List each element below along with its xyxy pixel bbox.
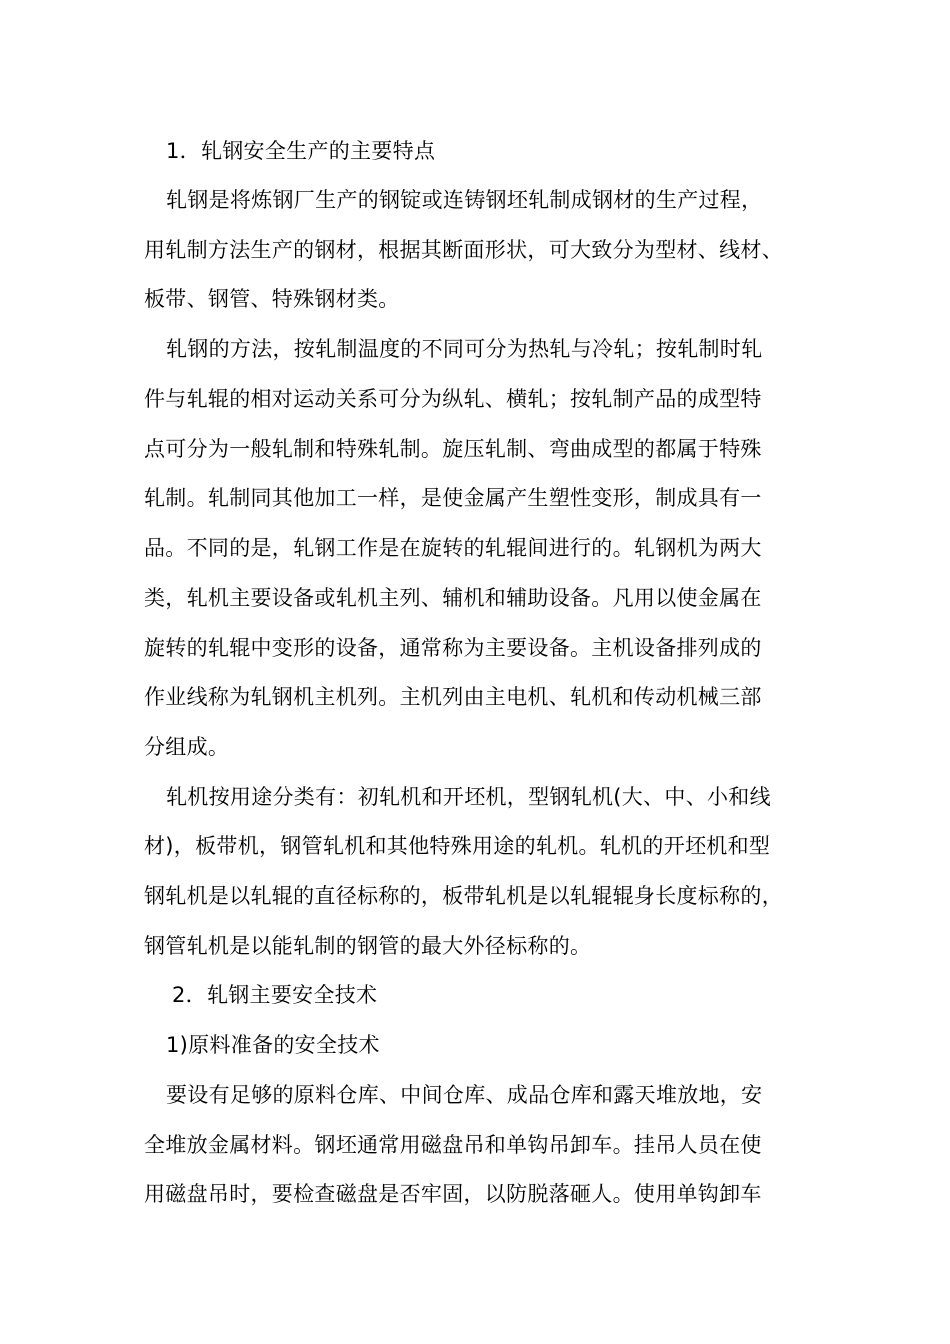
paragraph-line: 用磁盘吊时，要检查磁盘是否牢固，以防脱落砸人。使用单钩卸车: [144, 1182, 762, 1206]
paragraph-line: 分组成。: [144, 735, 230, 759]
paragraph-line: 作业线称为轧钢机主机列。主机列由主电机、轧机和传动机械三部: [144, 685, 762, 709]
paragraph-line: 钢管轧机是以能轧制的钢管的最大外径标称的。: [144, 934, 592, 958]
paragraph-line: 用轧制方法生产的钢材，根据其断面形状，可大致分为型材、线材、: [144, 238, 783, 262]
paragraph-line: 点可分为一般轧制和特殊轧制。旋压轧制、弯曲成型的都属于特殊: [144, 437, 762, 461]
paragraph-line: 类，轧机主要设备或轧机主列、辅机和辅助设备。凡用以使金属在: [144, 586, 762, 610]
paragraph-line: 轧钢是将炼钢厂生产的钢锭或连铸钢坯轧制成钢材的生产过程，: [166, 188, 763, 212]
subheading-raw-material: 1)原料准备的安全技术: [166, 1033, 380, 1057]
heading-section-1: 1．轧钢安全生产的主要特点: [166, 139, 436, 163]
paragraph-line: 件与轧辊的相对运动关系可分为纵轧、横轧；按轧制产品的成型特: [144, 387, 762, 411]
paragraph-line: 板带、钢管、特殊钢材类。: [144, 287, 400, 311]
paragraph-line: 旋转的轧辊中变形的设备，通常称为主要设备。主机设备排列成的: [144, 636, 762, 660]
paragraph-line: 轧钢的方法，按轧制温度的不同可分为热轧与冷轧；按轧制时轧: [166, 337, 763, 361]
heading-section-2: 2．轧钢主要安全技术: [172, 983, 378, 1007]
paragraph-line: 材)，板带机，钢管轧机和其他特殊用途的轧机。轧机的开坯机和型: [144, 834, 771, 858]
paragraph-line: 全堆放金属材料。钢坯通常用磁盘吊和单钩吊卸车。挂吊人员在使: [144, 1133, 762, 1157]
paragraph-line: 钢轧机是以轧辊的直径标称的，板带轧机是以轧辊辊身长度标称的，: [144, 884, 783, 908]
paragraph-line: 品。不同的是，轧钢工作是在旋转的轧辊间进行的。轧钢机为两大: [144, 536, 762, 560]
paragraph-line: 要设有足够的原料仓库、中间仓库、成品仓库和露天堆放地，安: [166, 1083, 763, 1107]
paragraph-line: 轧制。轧制同其他加工一样，是使金属产生塑性变形，制成具有一: [144, 486, 762, 510]
paragraph-line: 轧机按用途分类有：初轧机和开坯机，型钢轧机(大、中、小和线: [166, 785, 771, 809]
